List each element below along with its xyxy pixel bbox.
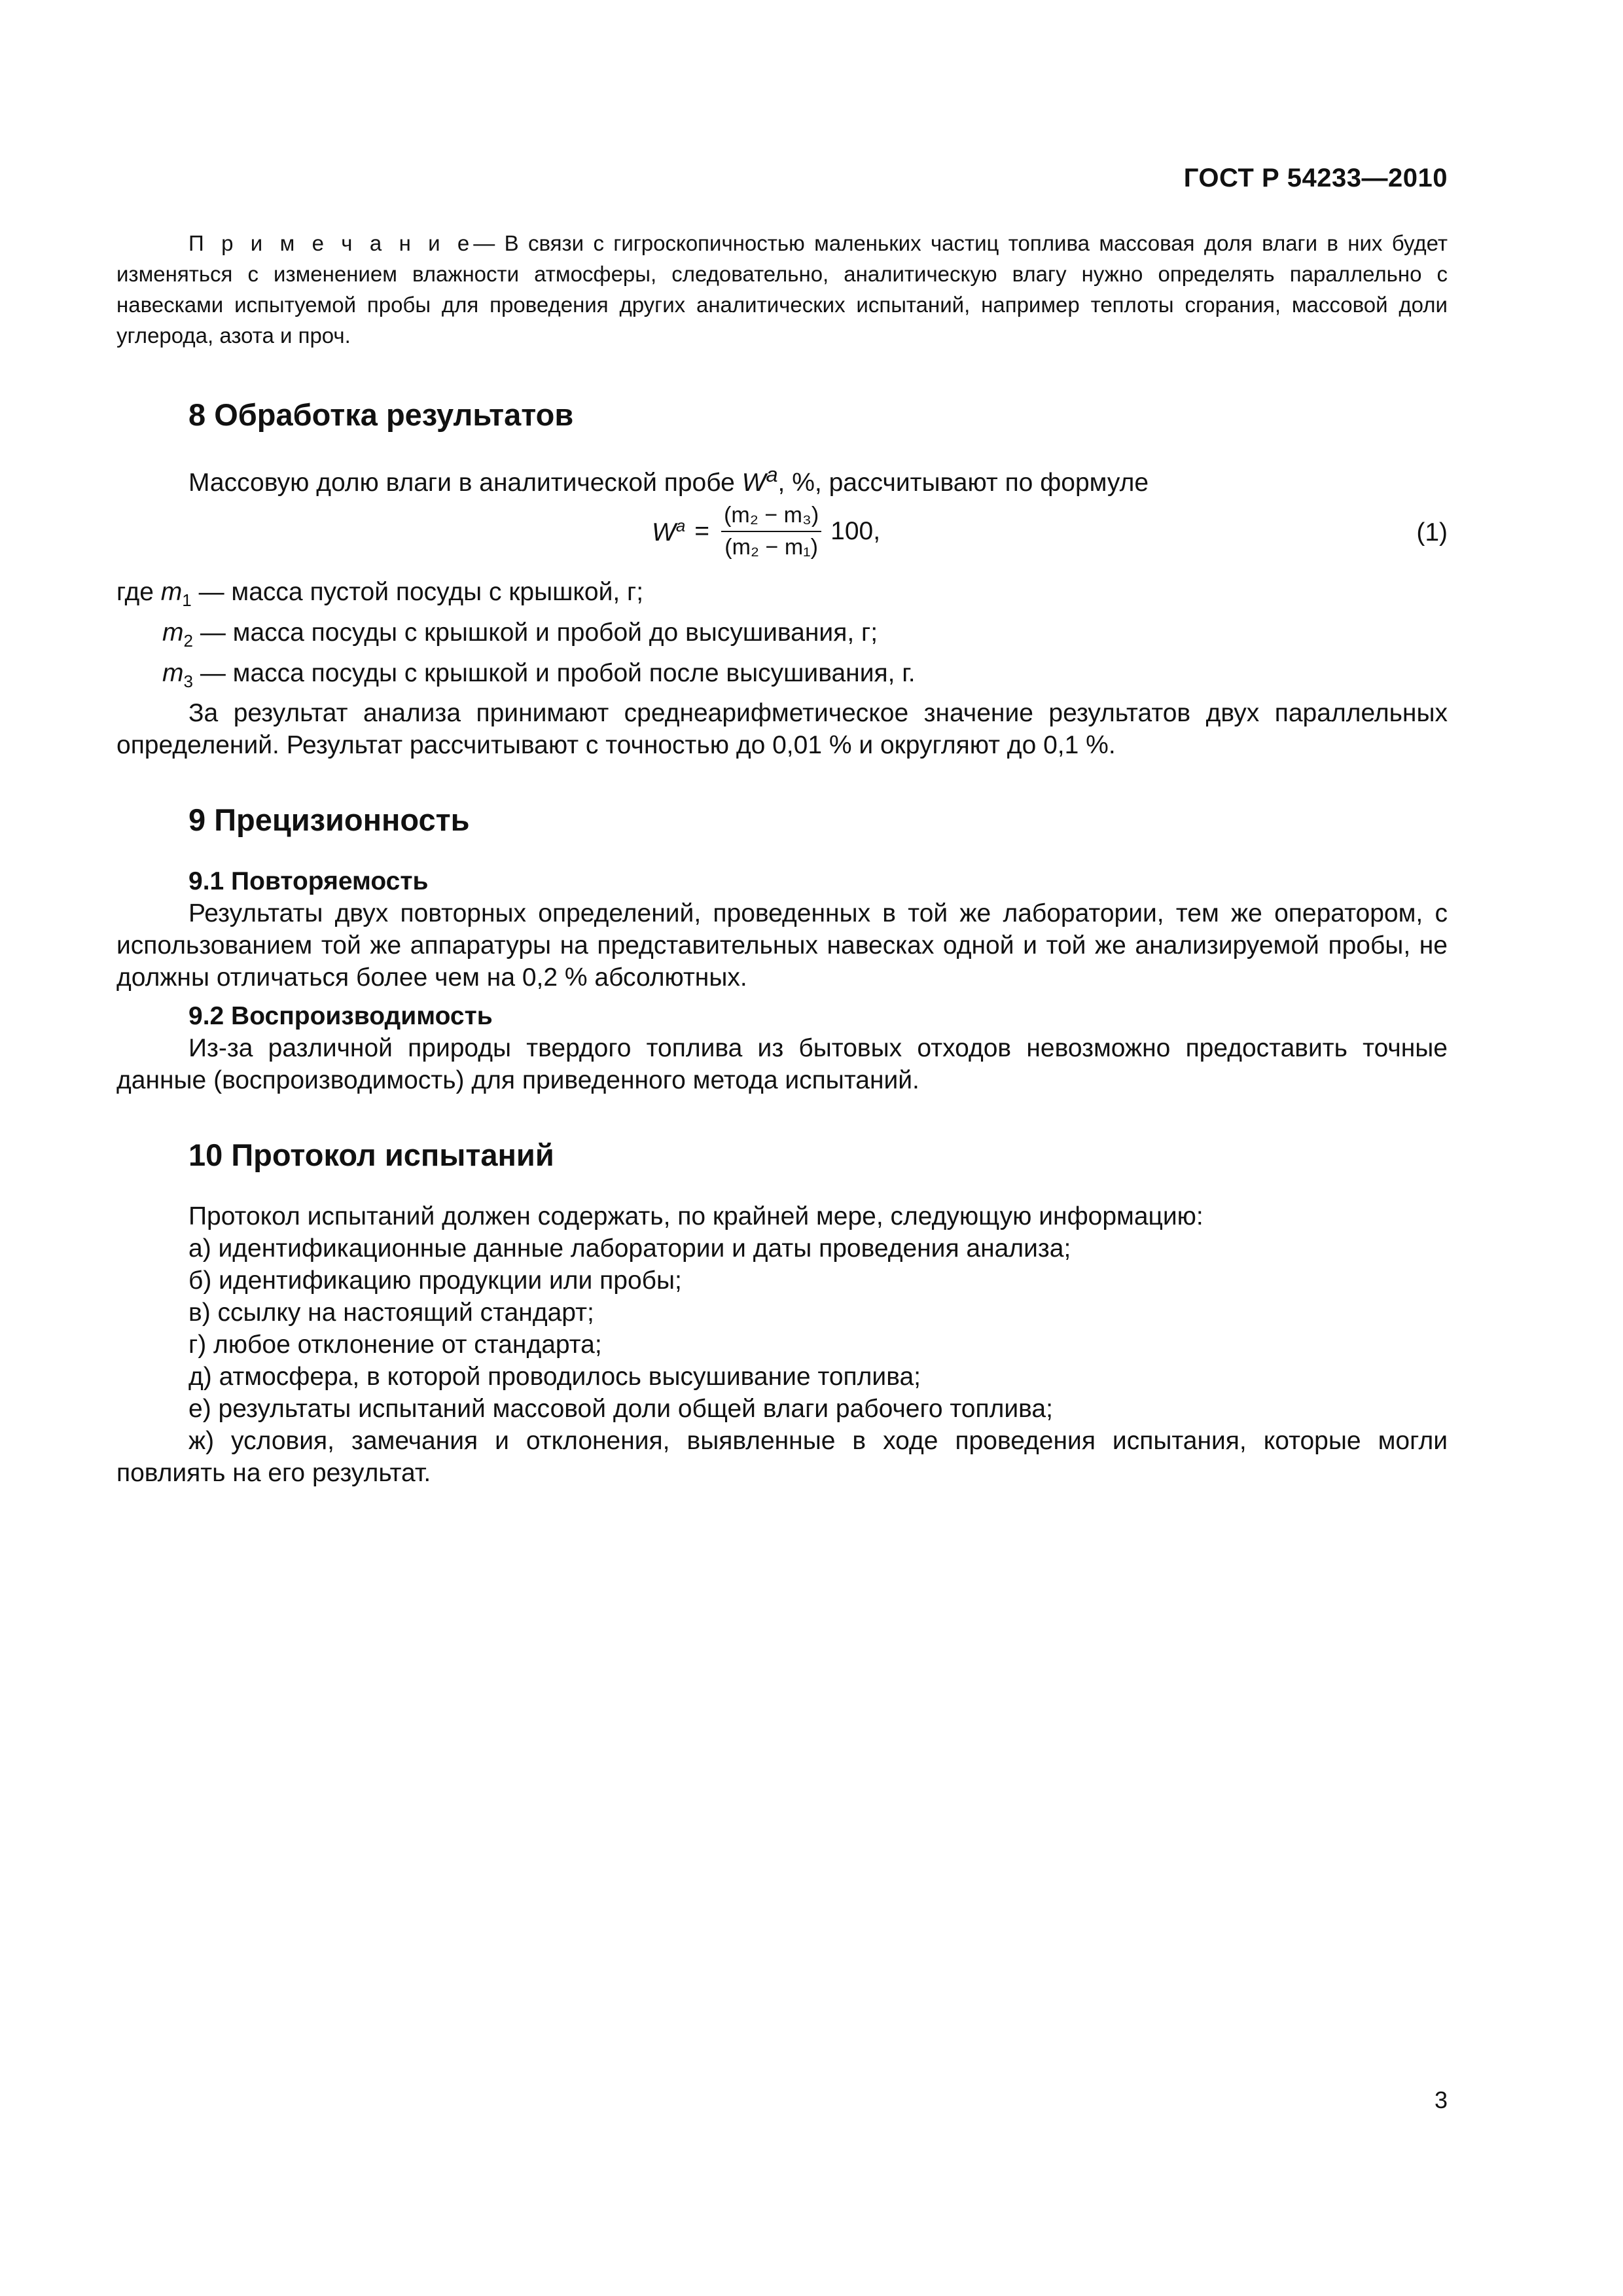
formula-equals: = [694, 517, 710, 545]
formula-lhs: $W^a$ [652, 516, 686, 547]
section-8-intro [116, 459, 1448, 499]
list-item: в) ссылку на настоящий стандарт; [188, 1299, 594, 1327]
formula-numerator: (m₂ − m₃) [721, 503, 821, 532]
section-9-2-title: 9.2 Воспроизводимость [188, 1002, 493, 1031]
list-item: г) любое отклонение от стандарта; [188, 1331, 602, 1359]
section-9-2-text: Из-за различной природы твердого топлива из бытовых отходов невозможно предоставить точные данные (воспроизводимость) для приведенного метода испытаний. [116, 1034, 1448, 1095]
section-8-title: 8 Обработка результатов [188, 397, 574, 432]
document-content [116, 228, 1448, 1489]
where-text-m2: — масса посуды с крышкой и пробой до высушивания, г; [200, 618, 878, 647]
page-number: 3 [1434, 2087, 1448, 2113]
section-10-title: 10 Протокол испытаний [188, 1138, 554, 1173]
intro-symbol-w: $W^a$ [741, 463, 778, 497]
formula-expression [652, 503, 880, 560]
list-item: е) результаты испытаний массовой доли общей влаги рабочего топлива; [188, 1395, 1053, 1424]
note-paragraph [116, 228, 1448, 351]
list-item: а) идентификационные данные лаборатории и даты проведения анализа; [188, 1234, 1071, 1263]
list-item: б) идентификацию продукции или пробы; [188, 1266, 682, 1295]
symbol-m3: $m_3$ [162, 658, 193, 691]
intro-text-after: , %, рассчитывают по формуле [777, 469, 1149, 497]
section-8-result: За результат анализа принимают среднеарифметическое значение результатов двух параллельных определений. Результат рассчитывают с точностью до 0,01 % и округляют до 0,1 %. [116, 699, 1448, 760]
section-10-intro: Протокол испытаний должен содержать, по крайней мере, следующую информацию: [188, 1202, 1204, 1231]
symbol-m1: $m_1$ [160, 578, 192, 610]
formula-number: (1) [1416, 518, 1448, 547]
note-label: П р и м е ч а н и е [188, 231, 474, 255]
formula-denominator: (m₂ − m₁) [724, 535, 818, 560]
where-text-m3: — масса посуды с крышкой и пробой после высушивания, г. [200, 658, 916, 687]
note-text: — В связи с гигроскопичностью маленьких частиц топлива массовая доля влаги в них будет изменяться с изменением влажности атмосферы, следовательно, аналитическую влагу нужно определять параллельно с навесками испытуемой пробы для проведения других аналитических испытаний, например теплоты сгорания, массовой доли углерода, азота и проч. [116, 231, 1448, 348]
list-item: ж) условия, замечания и отклонения, выявленные в ходе проведения испытания, которые могли повлиять на его результат. [116, 1427, 1448, 1488]
formula-fraction [721, 503, 821, 560]
where-item-m2 [116, 617, 1448, 657]
where-item-m1 [116, 576, 1448, 617]
where-item-m3 [116, 657, 1448, 698]
formula-factor: 100, [830, 517, 881, 545]
symbol-m2: $m_2$ [162, 618, 193, 651]
intro-text-before: Массовую долю влаги в аналитической пробе [188, 469, 735, 497]
section-9-1-text: Результаты двух повторных определений, проведенных в той же лаборатории, тем же оператором, с использованием той же аппаратуры на представительных навесках одной и той же анализируемой пробы, не должны отличаться более чем на 0,2 % абсолютных. [116, 899, 1448, 992]
where-text-m1: — масса пустой посуды с крышкой, г; [198, 578, 644, 606]
section-9-1-title: 9.1 Повторяемость [188, 867, 429, 896]
where-prefix: где [116, 578, 154, 606]
section-9-title: 9 Прецизионность [188, 802, 470, 838]
document-header: ГОСТ Р 54233—2010 [1183, 164, 1448, 192]
list-item: д) атмосфера, в которой проводилось высушивание топлива; [188, 1363, 921, 1391]
formula-1 [116, 499, 1448, 576]
